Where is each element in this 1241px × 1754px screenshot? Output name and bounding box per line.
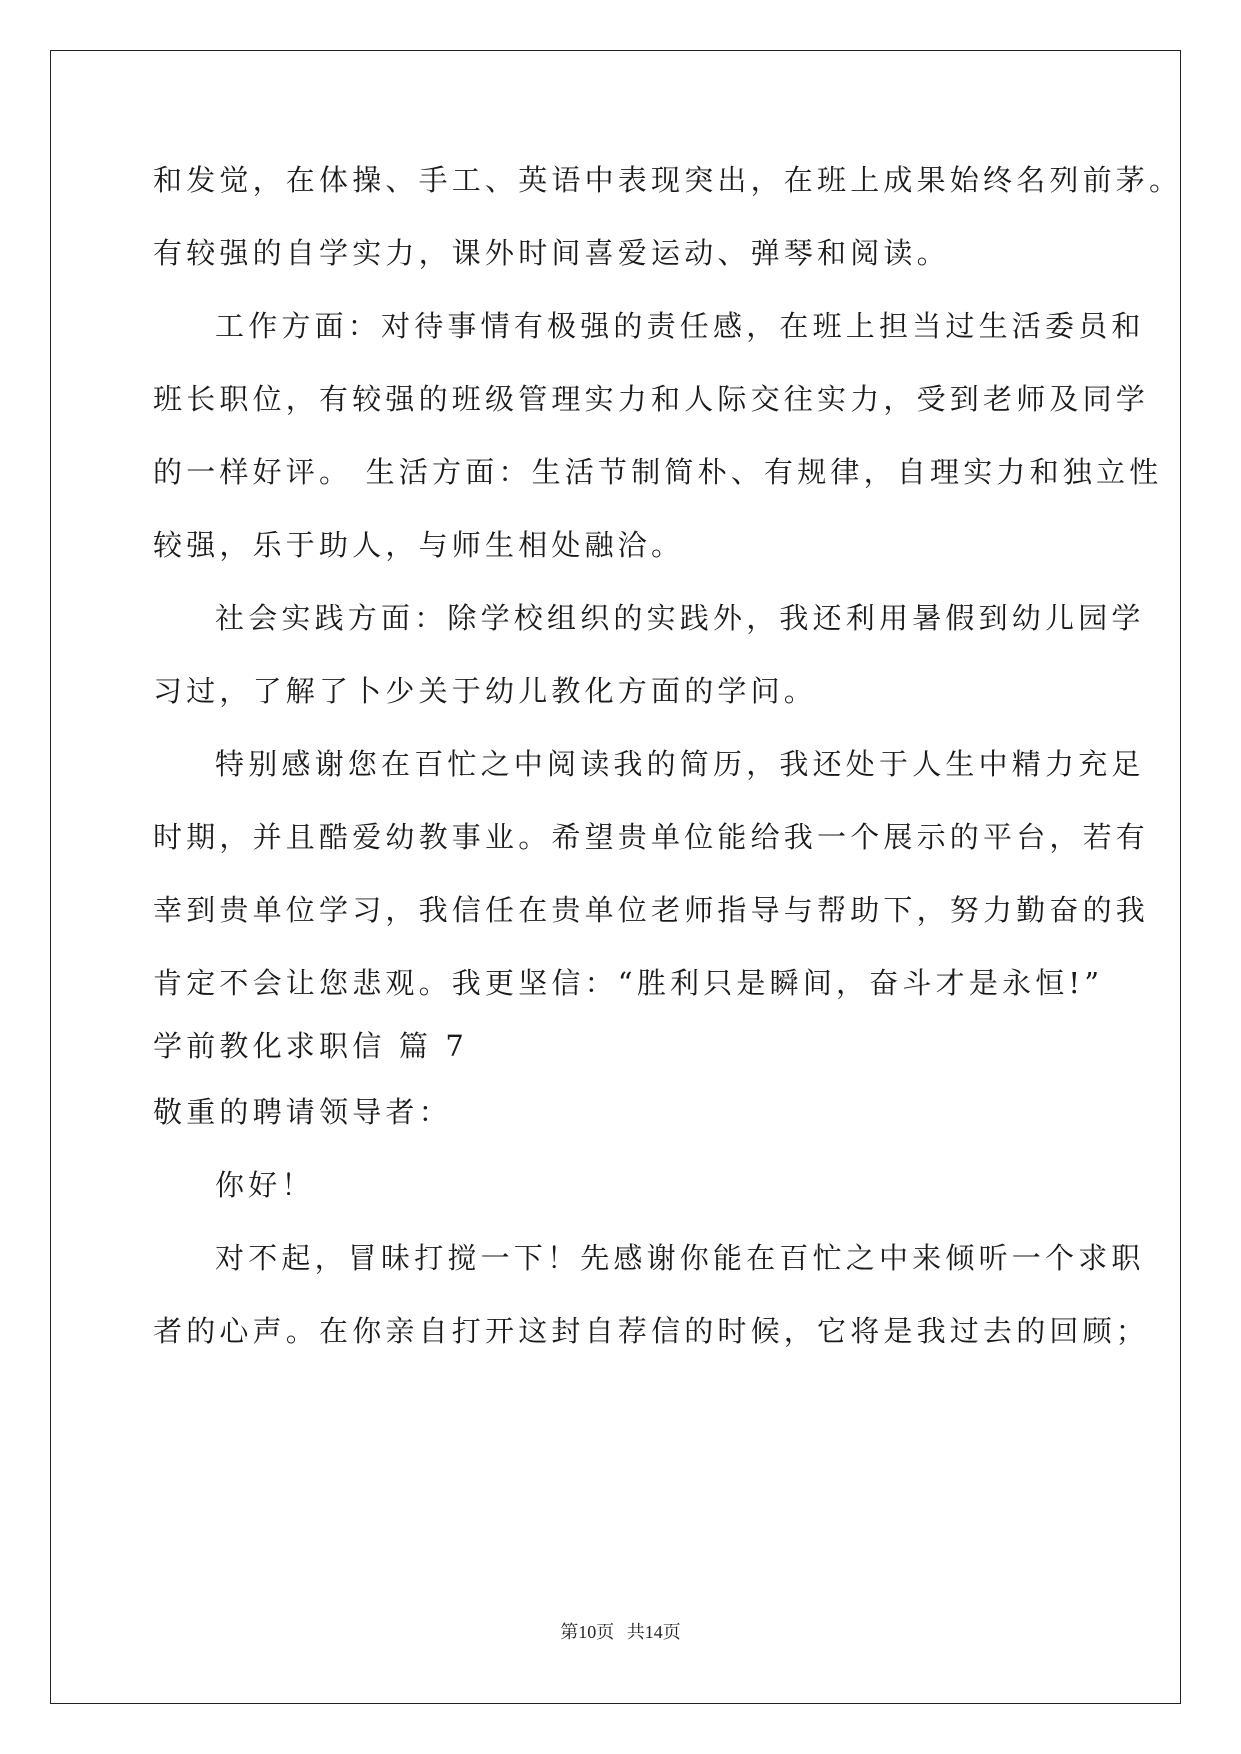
text-line: 幸到贵单位学习，我信任在贵单位老师指导与帮助下，努力勤奋的我 xyxy=(153,893,1150,927)
text-line: 社会实践方面：除学校组织的实践外，我还利用暑假到幼儿园学 xyxy=(215,601,1145,635)
page-number: 第10页 xyxy=(560,1622,615,1642)
text-line: 和发觉，在体操、手工、英语中表现突出，在班上成果始终名列前茅。 xyxy=(153,163,1183,197)
text-line: 者的心声。在你亲自打开这封自荐信的时候，它将是我过去的回顾； xyxy=(153,1314,1150,1348)
salutation: 敬重的聘请领导者： xyxy=(153,1095,452,1129)
page-total: 共14页 xyxy=(626,1622,681,1642)
page-footer xyxy=(0,1620,1241,1644)
section-heading: 学前教化求职信 篇 7 xyxy=(153,1029,469,1063)
text-line: 时期，并且酷爱幼教事业。希望贵单位能给我一个展示的平台，若有 xyxy=(153,820,1150,854)
text-line: 习过，了解了卜少关于幼儿教化方面的学问。 xyxy=(153,674,818,708)
text-line: 肯定不会让您悲观。我更坚信：“胜利只是瞬间，奋斗才是永恒!” xyxy=(153,966,1104,1000)
text-line: 的一样好评。 生活方面：生活节制简朴、有规律，自理实力和独立性 xyxy=(153,455,1163,489)
text-line: 班长职位，有较强的班级管理实力和人际交往实力，受到老师及同学 xyxy=(153,382,1150,416)
page-border xyxy=(50,50,1181,1704)
greeting: 你好！ xyxy=(215,1168,315,1202)
text-line: 特别感谢您在百忙之中阅读我的简历，我还处于人生中精力充足 xyxy=(215,747,1145,781)
text-line: 对不起，冒昧打搅一下！先感谢你能在百忙之中来倾听一个求职 xyxy=(215,1241,1145,1275)
text-line: 较强，乐于助人，与师生相处融洽。 xyxy=(153,528,685,562)
text-line: 工作方面：对待事情有极强的责任感，在班上担当过生活委员和 xyxy=(215,309,1145,343)
text-line: 有较强的自学实力，课外时间喜爱运动、弹琴和阅读。 xyxy=(153,236,950,270)
